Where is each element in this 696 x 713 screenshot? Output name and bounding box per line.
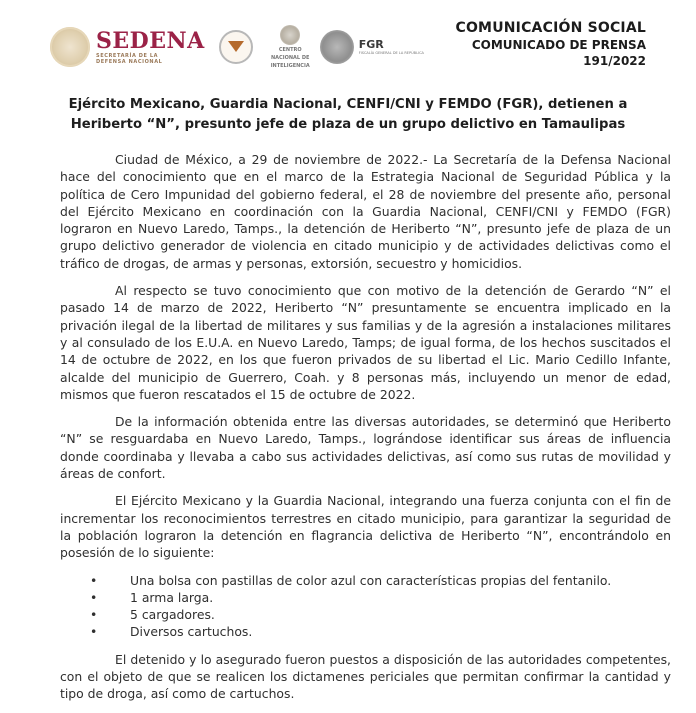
title-line2: Heriberto “N”, presunto jefe de plaza de un grupo delictivo en Tamaulipas xyxy=(70,117,626,132)
sedena-wordmark: SEDENA xyxy=(96,28,205,54)
cni-text-line3: INTELIGENCIA xyxy=(270,63,310,69)
mexico-coat-of-arms-icon xyxy=(50,27,90,67)
paragraph: Ciudad de México, a 29 de noviembre de 2022.- La Secretaría de la Defensa Nacional hace del conocimiento que en el marco de la Estrategia Nacional de Seguridad Pública y la política de Cero Impunidad del gobierno federal, el 28 de noviembre del presente año, personal del Ejército Mexicano en coordinación con la Guardia Nacional, CENFI/CNI y FEMDO (FGR) lograron en Nuevo Laredo, Tamps., la detención de Heriberto “N”, presunto jefe de plaza de un grupo delictivo generador de violencia en citado municipio y de actividades delictivas como el tráfico de drogas, de armas y personas, extorsión, secuestro y homicidios. xyxy=(60,152,671,271)
fgr-seal-icon xyxy=(320,30,354,64)
cni-logo xyxy=(271,25,310,69)
fgr-wordmark: FGR xyxy=(358,38,384,51)
sedena-logo xyxy=(96,29,205,65)
cni-text-line2: NACIONAL DE xyxy=(271,55,310,61)
fgr-subtitle: FISCALÍA GENERAL DE LA REPÚBLICA xyxy=(358,51,424,55)
list-item: • 5 cargadores. xyxy=(130,606,671,623)
press-release-body xyxy=(60,151,671,713)
press-release-title xyxy=(60,95,636,135)
paragraph: El Ejército Mexicano y la Guardia Nacional, integrando una fuerza conjunta con el fin de incrementar los reconocimientos terrestres en citado municipio, para garantizar la seguridad de la población lograron la detención en flagrancia delictiva de Heriberto “N”, encontrándolo en posesión de lo siguiente: xyxy=(60,493,671,561)
list-item: • 1 arma larga. xyxy=(130,589,671,606)
department-label: COMUNICACIÓN SOCIAL xyxy=(455,20,646,36)
communique-heading xyxy=(455,19,646,69)
doc-number: 191/2022 xyxy=(583,54,646,68)
paragraph: Al respecto se tuvo conocimiento que con motivo de la detención de Gerardo “N” el pasado 14 de marzo de 2022, Heriberto “N” presuntamente se encuentra implicado en la privación ilegal de la libertad de militares y sus familias y de la agresión a instalaciones militares y al consulado de los E.U.A. en Nuevo Laredo, Tamps; de igual forma, de los hechos suscitados el 14 de octubre de 2022, en los que fueron privados de su libertad el Lic. Mario Cedillo Infante, alcalde del municipio de Guerrero, Coah. y 8 personas más, incluyendo un menor de edad, mismos que fueron rescatados el 15 de octubre de 2022. xyxy=(60,283,671,402)
doc-type-label: COMUNICADO DE PRENSA xyxy=(471,38,646,52)
list-item: • Diversos cartuchos. xyxy=(130,623,671,640)
cni-text-line1: CENTRO xyxy=(278,47,302,53)
sedena-subtitle-line1: SECRETARÍA DE LA xyxy=(96,53,159,59)
sedena-subtitle-line2: DEFENSA NACIONAL xyxy=(96,59,163,65)
cni-seal-icon xyxy=(280,25,300,45)
title-line1: Ejército Mexicano, Guardia Nacional, CENFI/CNI y FEMDO (FGR), detienen a xyxy=(68,97,628,112)
fgr-logo xyxy=(359,39,424,55)
guardia-nacional-seal-icon xyxy=(219,30,253,64)
paragraph: De la información obtenida entre las diversas autoridades, se determinó que Heriberto “N” se resguardaba en Nuevo Laredo, Tamps., lográndose identificar sus áreas de influencia donde coordinaba y llevaba a cabo sus actividades delictivas, así como sus rutas de movilidad y áreas de confort. xyxy=(60,414,671,482)
closing-paragraph: El detenido y lo asegurado fueron puestos a disposición de las autoridades competentes, con el objeto de que se realicen los dictamenes periciales que permitan confirmar la cantidad y tipo de droga, así como de cartuchos. xyxy=(60,651,671,702)
list-item: • Una bolsa con pastillas de color azul con características propias del fentanilo. xyxy=(130,572,671,589)
document-header xyxy=(0,0,696,80)
agency-logos xyxy=(50,22,424,72)
seized-items-list xyxy=(60,572,671,641)
